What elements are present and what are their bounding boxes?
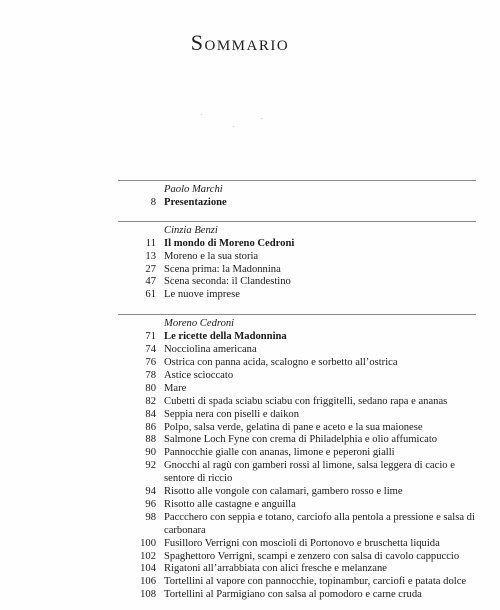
toc-page-number: 47 xyxy=(145,276,156,288)
toc-author: Cinzia Benzi xyxy=(164,224,218,236)
toc-entry-title: Astice scioccato xyxy=(164,369,234,381)
toc-entry[interactable] xyxy=(118,331,476,344)
toc-entry-title: Seppia nera con piselli e daikon xyxy=(164,408,300,420)
print-smudge: · xyxy=(260,114,263,123)
print-smudge: · xyxy=(232,122,235,131)
toc-page-number: 71 xyxy=(145,331,156,343)
toc-page-number: 13 xyxy=(145,250,156,262)
toc-entry-title: Ostrica con panna acida, scalogno e sorbetto all’ostrica xyxy=(164,356,398,368)
toc-entry[interactable] xyxy=(118,264,476,277)
toc-entry[interactable] xyxy=(118,197,476,210)
toc-author: Paolo Marchi xyxy=(164,184,223,195)
toc-entry[interactable] xyxy=(118,370,476,383)
toc-entry-title: Rigatoni all’arrabbiata con alici fresche e melanzane xyxy=(164,563,387,575)
toc-page-number: 82 xyxy=(145,395,156,407)
toc-page-number: 88 xyxy=(145,434,156,446)
toc-entry[interactable] xyxy=(118,447,476,460)
toc-page-number: 84 xyxy=(145,408,156,420)
toc-section-cedroni xyxy=(118,314,476,602)
toc-page-number: 94 xyxy=(145,486,156,498)
toc-page-number: 8 xyxy=(150,196,156,208)
toc-page-number: 104 xyxy=(140,563,156,575)
toc-entry[interactable] xyxy=(118,499,476,512)
toc-entry-title: Risotto alle castagne e anguilla xyxy=(164,498,296,510)
toc-entry[interactable] xyxy=(118,563,476,576)
toc-entry[interactable] xyxy=(118,486,476,499)
toc-entry[interactable] xyxy=(118,396,476,409)
toc-section-benzi xyxy=(118,221,476,314)
toc-entry-title: Nocciolina americana xyxy=(164,344,257,356)
toc-page-number: 100 xyxy=(140,537,156,549)
toc-entry-title: Scena prima: la Madonnina xyxy=(164,263,281,275)
toc-page-number: 90 xyxy=(145,447,156,459)
toc-page-number: 102 xyxy=(140,550,156,562)
toc-entry-title: Spaghettoro Verrigni, scampi e zenzero con salsa di cavolo cappuccio xyxy=(164,550,460,562)
toc-entry[interactable] xyxy=(118,576,476,589)
toc-entry-title: Salmone Loch Fyne con crema di Philadelphia e olio affumicato xyxy=(164,434,438,446)
toc-entry-title: Il mondo di Moreno Cedroni xyxy=(164,237,295,249)
toc-page-number: 96 xyxy=(145,498,156,510)
toc-page-number: 98 xyxy=(145,511,156,523)
page-title: Sommario xyxy=(190,30,290,55)
toc-author-row xyxy=(118,184,476,197)
toc-page-number: 78 xyxy=(145,369,156,381)
toc-entry-title: Tortellini al vapore con pannocchie, topinambur, carciofi e patata dolce xyxy=(164,576,467,588)
toc-page-number: 76 xyxy=(145,356,156,368)
toc-page-number: 61 xyxy=(145,289,156,301)
toc-entry[interactable] xyxy=(118,538,476,551)
toc-entry-title: Risotto alle vongole con calamari, gambero rosso e lime xyxy=(164,486,403,498)
toc-entry[interactable] xyxy=(118,460,476,486)
toc-page-number: 108 xyxy=(140,589,156,601)
toc-entry-title: Tortellini al Parmigiano con salsa al pomodoro e carne cruda xyxy=(164,589,422,601)
toc-entry-title: Cubetti di spada sciabu sciabu con friggitelli, sedano rapa e ananas xyxy=(164,395,448,407)
toc-entry-title: Gnocchi al ragù con gamberi rossi al limone, salsa leggera di cacio e sentore di riccio xyxy=(164,460,455,485)
toc-entry[interactable] xyxy=(118,409,476,422)
toc-author-row xyxy=(118,318,476,331)
toc-entry[interactable] xyxy=(118,251,476,264)
toc-page-number: 92 xyxy=(145,460,156,472)
print-smudge: · xyxy=(200,110,203,119)
toc-entry-title: Scena seconda: il Clandestino xyxy=(164,276,291,288)
toc-entry-title: Mare xyxy=(164,382,187,394)
toc-page-number: 86 xyxy=(145,421,156,433)
toc-section-marchi xyxy=(118,180,476,221)
toc-page-number: 80 xyxy=(145,382,156,394)
toc-entry[interactable] xyxy=(118,589,476,602)
table-of-contents xyxy=(118,180,476,602)
toc-entry[interactable] xyxy=(118,289,476,302)
toc-entry-title: Paccchero con seppia e totano, carciofo alla pentola a pressione e salsa di carbonara xyxy=(164,511,475,536)
toc-entry-title: Polpo, salsa verde, gelatina di pane e aceto e la sua maionese xyxy=(164,421,423,433)
toc-page-number: 74 xyxy=(145,344,156,356)
toc-entry-title: Pannocchie gialle con ananas, limone e peperoni gialli xyxy=(164,447,395,459)
toc-page-number: 27 xyxy=(145,263,156,275)
toc-entry-title: Moreno e la sua storia xyxy=(164,250,259,262)
toc-entry[interactable] xyxy=(118,434,476,447)
toc-entry[interactable] xyxy=(118,422,476,435)
toc-entry-title: Fusilloro Verrigni con moscioli di Portonovo e bruschetta liquida xyxy=(164,537,440,549)
toc-author: Moreno Cedroni xyxy=(164,318,235,330)
toc-entry[interactable] xyxy=(118,238,476,251)
toc-entry-title: Le nuove imprese xyxy=(164,289,240,301)
toc-entry[interactable] xyxy=(118,512,476,538)
toc-entry[interactable] xyxy=(118,551,476,564)
toc-page-number: 11 xyxy=(145,237,156,249)
toc-entry[interactable] xyxy=(118,383,476,396)
toc-entry-title: Presentazione xyxy=(164,196,227,208)
print-smudge: · xyxy=(318,310,321,319)
toc-author-row xyxy=(118,225,476,238)
toc-entry[interactable] xyxy=(118,344,476,357)
toc-entry[interactable] xyxy=(118,276,476,289)
toc-page-number: 106 xyxy=(140,576,156,588)
toc-entry[interactable] xyxy=(118,357,476,370)
toc-entry-title: Le ricette della Madonnina xyxy=(164,331,287,343)
